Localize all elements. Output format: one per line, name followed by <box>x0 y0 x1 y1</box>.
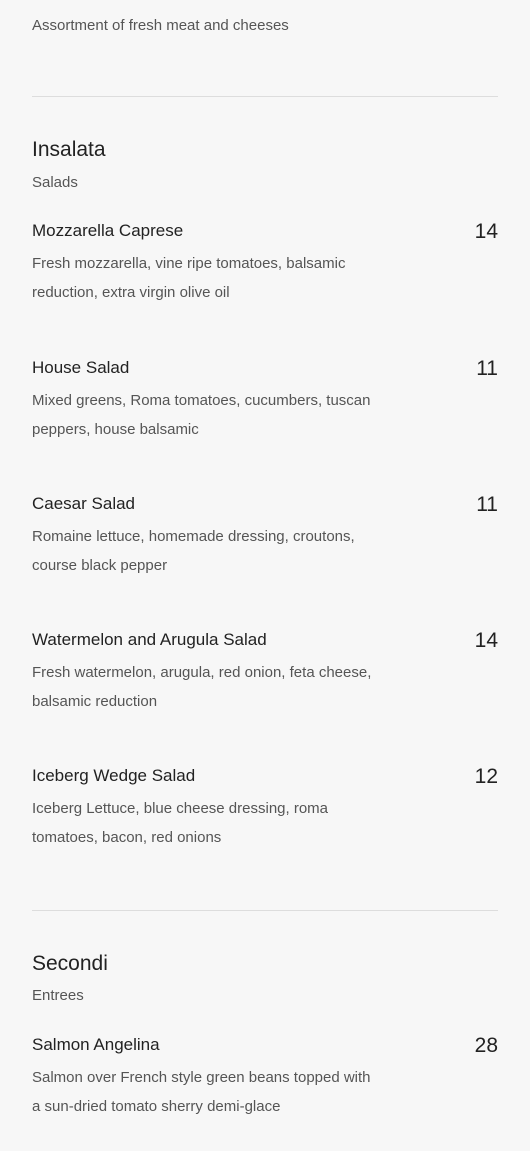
menu-item-description: Salmon over French style green beans topped with a sun-dried tomato sherry demi-glace <box>32 1069 371 1115</box>
section-divider <box>32 910 498 911</box>
menu-item-price: 14 <box>474 220 498 243</box>
section-subtitle-secondi: Entrees <box>32 987 84 1004</box>
menu-item-name[interactable]: Salmon Angelina <box>32 1035 160 1054</box>
section-title-secondi: Secondi <box>32 952 108 975</box>
menu-item-description: Iceberg Lettuce, blue cheese dressing, roma tomatoes, bacon, red onions <box>32 800 329 846</box>
menu-item-price: 12 <box>474 765 498 788</box>
menu-item-name[interactable]: Caesar Salad <box>32 494 136 513</box>
menu-item-name[interactable]: Iceberg Wedge Salad <box>32 766 196 785</box>
menu-item-name[interactable]: Watermelon and Arugula Salad <box>32 630 267 649</box>
menu-item-name[interactable]: Mozzarella Caprese <box>32 221 184 240</box>
menu-item-description: Fresh mozzarella, vine ripe tomatoes, balsamic reduction, extra virgin olive oil <box>32 255 346 301</box>
menu-item-price: 14 <box>474 629 498 652</box>
menu-item-description: Fresh watermelon, arugula, red onion, feta cheese, balsamic reduction <box>32 664 372 710</box>
section-divider <box>32 96 498 97</box>
menu-item-price: 28 <box>474 1034 498 1057</box>
section-title-insalata: Insalata <box>32 138 106 161</box>
previous-item-description: Assortment of fresh meat and cheeses <box>32 17 289 34</box>
menu-item-price: 11 <box>476 493 498 516</box>
menu-item-description: Mixed greens, Roma tomatoes, cucumbers, tuscan peppers, house balsamic <box>32 392 371 438</box>
section-subtitle-insalata: Salads <box>32 174 78 191</box>
menu-item-name[interactable]: House Salad <box>32 358 130 377</box>
menu-item-description: Romaine lettuce, homemade dressing, croutons, course black pepper <box>32 528 355 574</box>
menu-item-price: 11 <box>476 357 498 380</box>
